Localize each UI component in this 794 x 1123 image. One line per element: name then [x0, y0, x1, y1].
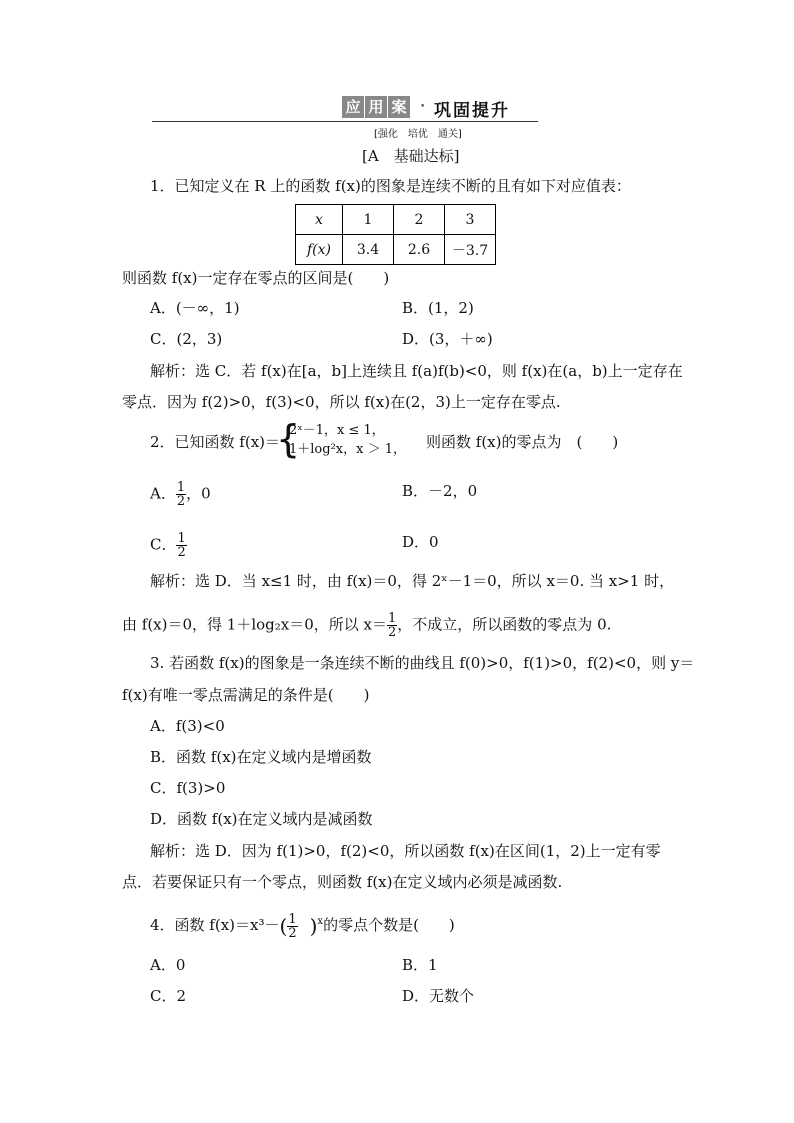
numerator: 1 — [288, 911, 297, 927]
denominator: 2 — [177, 545, 186, 560]
q3-stem-cont: f(x)有唯一零点需满足的条件是( ) — [122, 686, 370, 704]
application-badge — [342, 96, 411, 118]
separator-dot: • — [420, 102, 426, 112]
q2-option-d: D．0 — [402, 533, 439, 551]
q2-option-b: B．－2，0 — [402, 482, 478, 500]
table-cell: 2 — [394, 205, 445, 235]
q2-stem-prefix: 2．已知函数 f(x)＝ — [150, 433, 281, 451]
q1-option-a: A．(－∞，1) — [150, 299, 240, 317]
paren: ) — [309, 914, 318, 938]
q4-option-b: B．1 — [402, 956, 438, 974]
table-cell: x — [296, 205, 343, 235]
q3-stem: 3. 若函数 f(x)的图象是一条连续不断的曲线且 f(0)>0，f(1)>0，f(2)<0，则 y＝ — [150, 654, 695, 672]
q3-option-b: B．函数 f(x)在定义域内是增函数 — [150, 748, 372, 766]
q4-stem — [150, 912, 455, 940]
fraction — [287, 913, 297, 940]
q3-analysis-cont: 点．若要保证只有一个零点，则函数 f(x)在定义域内必须是减函数. — [122, 873, 563, 891]
q1-question: 则函数 f(x)一定存在零点的区间是( ) — [122, 269, 390, 287]
numerator: 1 — [388, 611, 397, 626]
q2-analysis-cont — [122, 612, 611, 639]
q3-option-c: C．f(3)>0 — [150, 779, 226, 797]
text: 4．函数 f(x)＝x³－ — [150, 916, 280, 934]
table-cell: －3.7 — [445, 235, 496, 265]
text: 的零点个数是( ) — [323, 916, 455, 934]
q2-option-c — [150, 532, 187, 559]
denominator: 2 — [388, 625, 397, 640]
fraction — [176, 481, 186, 508]
numerator: 1 — [177, 531, 186, 546]
text: 由 f(x)＝0，得 1＋log₂x＝0，所以 x＝ — [122, 615, 388, 634]
q3-option-d: D．函数 f(x)在定义域内是减函数 — [150, 810, 373, 828]
q2-stem-suffix: 则函数 f(x)的零点为 ( ) — [426, 433, 619, 451]
section-title: [A 基础达标] — [362, 147, 460, 165]
denominator: 2 — [176, 494, 186, 509]
q2-analysis: 解析：选 D．当 x≤1 时，由 f(x)＝0，得 2ˣ－1＝0，所以 x＝0. 当 x>1 时， — [150, 572, 675, 590]
option-tail: ，0 — [186, 484, 211, 503]
numerator: 1 — [176, 480, 186, 495]
header-title: 巩固提升 — [434, 101, 510, 121]
q1-option-b: B．(1，2) — [402, 299, 474, 317]
badge-char: 应 — [342, 96, 364, 118]
table-row — [296, 235, 496, 265]
q2-option-a — [150, 481, 211, 508]
denominator: 2 — [288, 925, 297, 941]
badge-char: 用 — [365, 96, 387, 118]
table-cell: f(x) — [296, 235, 343, 265]
option-label: C． — [150, 535, 177, 554]
section-header — [152, 96, 538, 140]
q4-option-d: D．无数个 — [402, 987, 475, 1005]
header-subtitle: [强化 培优 通关] — [374, 129, 462, 140]
fraction — [387, 612, 397, 639]
q1-analysis-cont: 零点．因为 f(2)>0，f(3)<0，所以 f(x)在(2，3)上一定存在零点. — [122, 393, 561, 411]
exponent: x — [317, 916, 324, 927]
q2-piece-2: 1＋log²x，x ＞ 1， — [289, 442, 406, 457]
q1-stem: 1．已知定义在 R 上的函数 f(x)的图象是连续不断的且有如下对应值表： — [150, 177, 631, 195]
table-cell: 3 — [445, 205, 496, 235]
q4-option-a: A．0 — [150, 956, 186, 974]
table-cell: 2.6 — [394, 235, 445, 265]
q1-analysis: 解析：选 C．若 f(x)在[a，b]上连续且 f(a)f(b)<0，则 f(x)在(a，b)上一定存在 — [150, 362, 683, 380]
table-cell: 1 — [343, 205, 394, 235]
q4-option-c: C．2 — [150, 987, 187, 1005]
q1-option-c: C．(2，3) — [150, 330, 223, 348]
value-table — [295, 204, 496, 265]
q3-analysis: 解析：选 D．因为 f(1)>0，f(2)<0，所以函数 f(x)在区间(1，2)上一定有零 — [150, 842, 661, 860]
paren: ( — [279, 914, 288, 938]
q2-piece-1: 2ˣ－1，x ≤ 1， — [289, 423, 385, 438]
badge-char: 案 — [388, 96, 410, 118]
piecewise-brace: { — [276, 417, 301, 461]
fraction — [176, 532, 186, 559]
header-rule — [152, 121, 538, 122]
q3-option-a: A．f(3)<0 — [150, 717, 225, 735]
table-row — [296, 205, 496, 235]
q1-option-d: D．(3，＋∞) — [402, 330, 493, 348]
text: ，不成立，所以函数的零点为 0. — [397, 615, 612, 634]
option-label: A． — [150, 484, 176, 503]
table-cell: 3.4 — [343, 235, 394, 265]
